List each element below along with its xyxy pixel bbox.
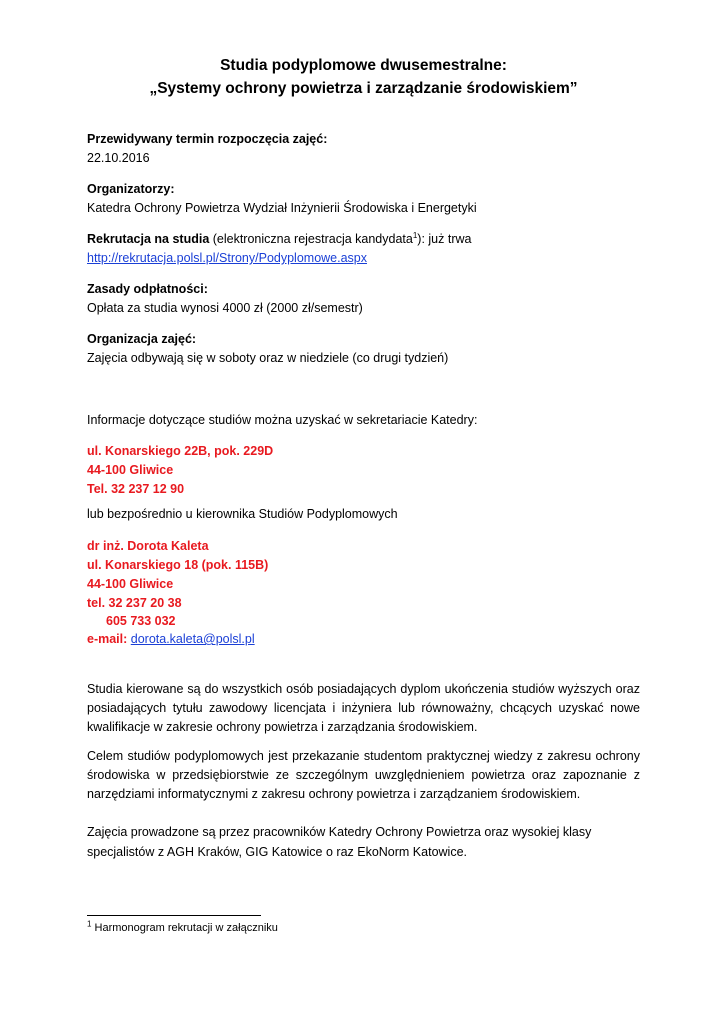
footnote-divider: [87, 915, 261, 916]
recruitment-label: Rekrutacja na studia: [87, 232, 210, 246]
schedule-value: Zajęcia odbywają się w soboty oraz w niedziele (co drugi tydzień): [87, 351, 449, 365]
paragraph-study-goal: Celem studiów podyplomowych jest przekazanie studentom praktycznej wiedzy z zakresu ochrony środowiska w przedsiębiorstwie ze szczególnym uwzględnieniem powietrza oraz zapoznanie z narzędziami informatycznymi z zakresu ochrony powietrza i zarządzaniem środowiskiem.: [87, 749, 640, 801]
title-line-1: Studia podyplomowe dwusemestralne:: [220, 57, 507, 74]
paragraph-lecturers-line-1: Zajęcia prowadzone są przez pracowników Katedry Ochrony Powietrza oraz wysokiej klasy: [87, 825, 592, 839]
schedule-label: Organizacja zajęć:: [87, 332, 197, 346]
head-phone-1: tel. 32 237 20 38: [87, 596, 182, 610]
fees-label: Zasady odpłatności:: [87, 282, 208, 296]
start-date: 22.10.2016: [87, 151, 150, 165]
organizers-value: Katedra Ochrony Powietrza Wydział Inżynierii Środowiska i Energetyki: [87, 201, 477, 215]
fees-value: Opłata za studia wynosi 4000 zł (2000 zł/semestr): [87, 301, 363, 315]
secretariat-phone: Tel. 32 237 12 90: [87, 482, 185, 496]
organizers-label: Organizatorzy:: [87, 182, 175, 196]
head-email-line: [87, 630, 255, 648]
head-name: dr inż. Dorota Kaleta: [87, 539, 209, 553]
footnote-text: Harmonogram rekrutacji w załączniku: [91, 922, 278, 934]
head-city: 44-100 Gliwice: [87, 577, 174, 591]
title-line-2: „Systemy ochrony powietrza i zarządzanie środowiskiem”: [149, 80, 578, 97]
head-phone-2: 605 733 032: [106, 614, 176, 628]
recruitment-link[interactable]: http://rekrutacja.polsl.pl/Strony/Podyplomowe.aspx: [87, 251, 367, 265]
email-link[interactable]: dorota.kaleta@polsl.pl: [130, 632, 255, 646]
secretariat-city: 44-100 Gliwice: [87, 463, 174, 477]
recruitment-status: ): już trwa: [417, 232, 472, 246]
recruitment-text: (elektroniczna rejestracja kandydata: [209, 232, 413, 246]
secretariat-address: ul. Konarskiego 22B, pok. 229D: [87, 444, 274, 458]
info-intro: Informacje dotyczące studiów można uzyskać w sekretariacie Katedry:: [87, 413, 478, 427]
head-address: ul. Konarskiego 18 (pok. 115B): [87, 558, 269, 572]
start-label: Przewidywany termin rozpoczęcia zajęć:: [87, 132, 328, 146]
paragraph-lecturers-line-2: specjalistów z AGH Kraków, GIG Katowice o raz EkoNorm Katowice.: [87, 845, 467, 859]
paragraph-target-audience: Studia kierowane są do wszystkich osób posiadających dyplom ukończenia studiów wyższych oraz posiadających tytułu zawodowy licencjata i inżyniera lub równoważny, chcących uzyskać nowe kwalifikacje w zakresie ochrony powietrza i zarządzania środowiskiem.: [87, 682, 640, 734]
footnote-number: 1: [87, 919, 92, 929]
footnote: [87, 919, 278, 934]
footnote-ref[interactable]: 1: [412, 230, 418, 240]
email-label: e-mail:: [87, 632, 131, 646]
recruitment-line: [87, 230, 471, 248]
or-text: lub bezpośrednio u kierownika Studiów Podyplomowych: [87, 507, 398, 521]
